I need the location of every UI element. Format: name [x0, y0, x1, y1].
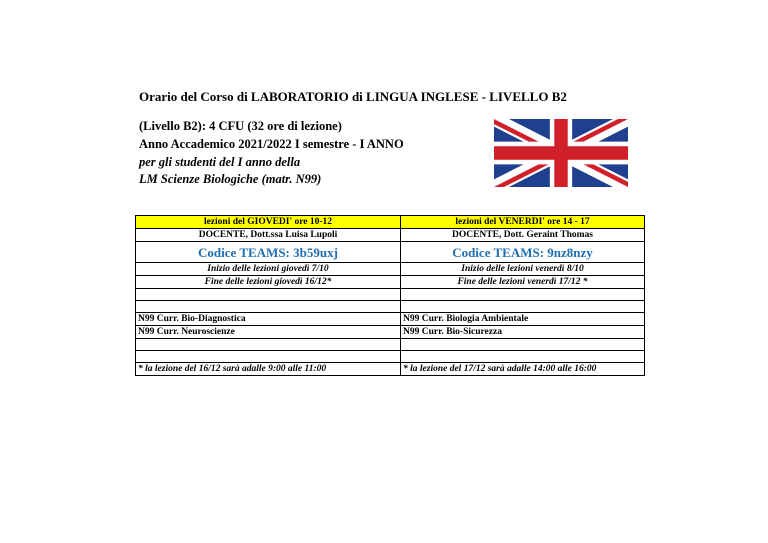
- thursday-end: Fine delle lezioni giovedì 16/12*: [136, 276, 401, 289]
- schedule-table: [135, 215, 645, 376]
- empty-cell: [401, 339, 645, 351]
- friday-start: Inizio delle lezioni venerdì 8/10: [401, 263, 645, 276]
- empty-cell: [136, 301, 401, 313]
- academic-year: Anno Accademico 2021/2022 I semestre - I ANNO: [139, 137, 404, 151]
- thursday-header: lezioni del GIOVEDI' ore 10-12: [136, 216, 401, 229]
- table-row: [136, 313, 645, 326]
- friday-curriculum-2: N99 Curr. Bio-Sicurezza: [401, 326, 645, 339]
- table-row: [136, 229, 645, 242]
- empty-cell: [401, 301, 645, 313]
- page-title: Orario del Corso di LABORATORIO di LINGUA INGLESE - LIVELLO B2: [139, 89, 567, 104]
- table-row: [136, 351, 645, 363]
- course-credits: (Livello B2): 4 CFU (32 ore di lezione): [139, 119, 342, 133]
- friday-teacher: DOCENTE, Dott. Geraint Thomas: [401, 229, 645, 242]
- program-line: LM Scienze Biologiche (matr. N99): [139, 172, 322, 186]
- empty-cell: [136, 339, 401, 351]
- thursday-start: Inizio delle lezioni giovedì 7/10: [136, 263, 401, 276]
- friday-note: * la lezione del 17/12 sarà adalle 14:00 alle 16:00: [401, 363, 645, 376]
- friday-end: Fine delle lezioni venerdì 17/12 *: [401, 276, 645, 289]
- table-row: [136, 363, 645, 376]
- empty-cell: [136, 351, 401, 363]
- friday-curriculum-1: N99 Curr. Biologia Ambientale: [401, 313, 645, 326]
- table-row: [136, 289, 645, 301]
- thursday-note: * la lezione del 16/12 sarà adalle 9:00 alle 11:00: [136, 363, 401, 376]
- table-row: [136, 276, 645, 289]
- thursday-curriculum-1: N99 Curr. Bio-Diagnostica: [136, 313, 401, 326]
- empty-cell: [401, 289, 645, 301]
- friday-teams-code: Codice TEAMS: 9nz8nzy: [401, 242, 645, 263]
- table-row: [136, 263, 645, 276]
- audience-line: per gli studenti del I anno della: [139, 155, 301, 169]
- table-row: [136, 242, 645, 263]
- empty-cell: [401, 351, 645, 363]
- table-row: [136, 301, 645, 313]
- friday-header: lezioni del VENERDI' ore 14 - 17: [401, 216, 645, 229]
- thursday-teacher: DOCENTE, Dott.ssa Luisa Lupoli: [136, 229, 401, 242]
- table-row: [136, 216, 645, 229]
- table-row: [136, 326, 645, 339]
- union-jack-flag-icon: [494, 119, 628, 187]
- thursday-curriculum-2: N99 Curr. Neuroscienze: [136, 326, 401, 339]
- empty-cell: [136, 289, 401, 301]
- table-row: [136, 339, 645, 351]
- thursday-teams-code: Codice TEAMS: 3b59uxj: [136, 242, 401, 263]
